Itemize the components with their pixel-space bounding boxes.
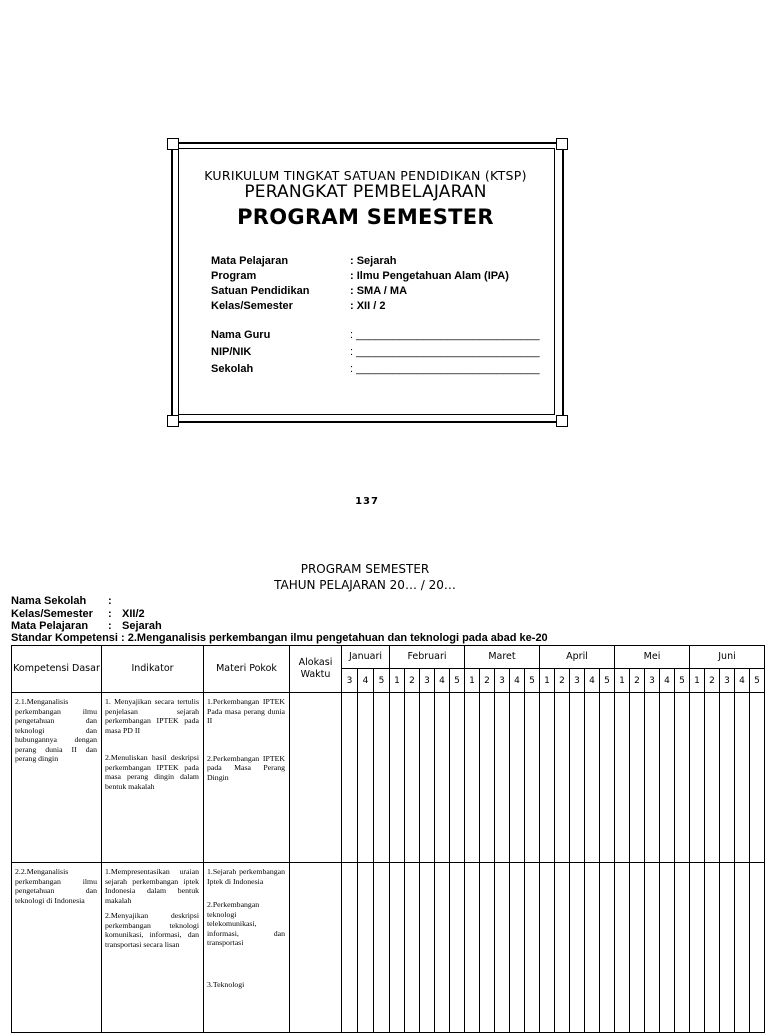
materi-item: 2.Perkembangan teknologi telekomunikasi, informasi, dan transportasi bbox=[207, 900, 285, 947]
week-number: 3 bbox=[420, 669, 435, 693]
alokasi-cell bbox=[290, 863, 342, 1033]
month-header: Januari bbox=[342, 646, 390, 669]
week-number: 1 bbox=[540, 669, 555, 693]
indikator-item: 1.Mempresentasikan uraian sejarah perkembangan iptek Indonesia dalam bentuk makalah bbox=[105, 867, 199, 905]
week-number: 3 bbox=[495, 669, 510, 693]
field-value: : XII / 2 bbox=[350, 300, 386, 312]
week-number: 2 bbox=[705, 669, 720, 693]
materi-item: 2.Perkembangan IPTEK pada Masa Perang Dingin bbox=[207, 753, 285, 782]
kd-cell bbox=[12, 693, 102, 863]
month-header: April bbox=[540, 646, 615, 669]
week-number: 1 bbox=[390, 669, 405, 693]
cover-curriculum-title: KURIKULUM TINGKAT SATUAN PENDIDIKAN (KTSP) bbox=[204, 168, 527, 183]
alokasi-cell bbox=[290, 693, 342, 863]
kd-text: 2.2.Menganalisis perkembangan ilmu pengetahuan dan teknologi di Indonesia bbox=[15, 867, 97, 905]
week-number: 2 bbox=[480, 669, 495, 693]
field-value: : SMA / MA bbox=[350, 285, 408, 297]
week-number: 2 bbox=[630, 669, 645, 693]
week-number: 4 bbox=[660, 669, 675, 693]
info-label: Mata Pelajaran bbox=[11, 620, 89, 632]
frame-corner bbox=[556, 415, 568, 427]
standar-kompetensi: Standar Kompetensi : 2.Menganalisis perkembangan ilmu pengetahuan dan teknologi pada abad ke-20 bbox=[11, 632, 548, 644]
cover-subtitle: PERANGKAT PEMBELAJARAN bbox=[244, 182, 487, 202]
field-label: Program bbox=[211, 270, 257, 282]
materi-item: 1.Sejarah perkembangan Iptek di Indonesia bbox=[207, 867, 285, 886]
week-number: 4 bbox=[735, 669, 750, 693]
field-value: : Sejarah bbox=[350, 255, 397, 267]
week-number: 5 bbox=[675, 669, 690, 693]
week-number: 2 bbox=[555, 669, 570, 693]
week-number: 2 bbox=[405, 669, 420, 693]
info-sep: : bbox=[108, 620, 112, 632]
blank-label: NIP/NIK bbox=[211, 346, 252, 358]
week-number: 1 bbox=[465, 669, 480, 693]
week-number: 4 bbox=[585, 669, 600, 693]
month-header: Maret bbox=[465, 646, 540, 669]
week-number: 4 bbox=[435, 669, 450, 693]
page-number: 137 bbox=[355, 496, 379, 507]
month-header: Mei bbox=[615, 646, 690, 669]
frame-corner bbox=[556, 138, 568, 150]
week-number: 1 bbox=[690, 669, 705, 693]
week-number: 5 bbox=[750, 669, 765, 693]
header-indikator: Indikator bbox=[102, 646, 204, 693]
blank-line: : ______________________________ bbox=[350, 363, 540, 375]
program-year: TAHUN PELAJARAN 20… / 20… bbox=[274, 578, 456, 592]
week-number: 3 bbox=[720, 669, 735, 693]
table-row bbox=[12, 693, 765, 863]
field-label: Satuan Pendidikan bbox=[211, 285, 310, 297]
indikator-item: 1. Menyajikan secara tertulis penjelasan sejarah perkembangan IPTEK pada masa PD II bbox=[105, 697, 199, 735]
materi-item: 1.Perkembangan IPTEK Pada masa perang dunia II bbox=[207, 697, 285, 725]
week-number: 5 bbox=[525, 669, 540, 693]
info-sep: : bbox=[108, 608, 112, 620]
indikator-item: 2.Menuliskan hasil deskripsi perkembangan IPTEK pada masa perang dingin dalam bentuk makalah bbox=[105, 753, 199, 791]
schedule-table bbox=[11, 645, 765, 1033]
kd-cell bbox=[12, 863, 102, 1033]
cover-main-title: PROGRAM SEMESTER bbox=[237, 205, 494, 229]
materi-item: 3.Teknologi bbox=[207, 979, 245, 989]
frame-corner bbox=[167, 415, 179, 427]
indikator-cell bbox=[102, 863, 204, 1033]
week-number: 3 bbox=[570, 669, 585, 693]
blank-line: : ______________________________ bbox=[350, 329, 540, 341]
header-materi-pokok: Materi Pokok bbox=[204, 646, 290, 693]
header-alokasi-waktu: Alokasi Waktu bbox=[290, 646, 342, 693]
week-number: 3 bbox=[645, 669, 660, 693]
month-header: Juni bbox=[690, 646, 765, 669]
info-value: Sejarah bbox=[122, 620, 162, 632]
blank-line: : ______________________________ bbox=[350, 346, 540, 358]
header-kompetensi-dasar: Kompetensi Dasar bbox=[12, 646, 102, 693]
materi-cell bbox=[204, 863, 290, 1033]
program-title: PROGRAM SEMESTER bbox=[300, 562, 430, 576]
materi-cell bbox=[204, 693, 290, 863]
week-number: 4 bbox=[510, 669, 525, 693]
blank-label: Sekolah bbox=[211, 363, 254, 375]
table-row bbox=[12, 863, 765, 1033]
week-number: 5 bbox=[600, 669, 615, 693]
indikator-item: 2.Menyajikan deskripsi perkembangan teknologi komunikasi, informasi, dan transportasi secara lisan bbox=[105, 911, 199, 949]
week-number: 5 bbox=[450, 669, 465, 693]
week-number: 5 bbox=[374, 669, 390, 693]
week-number: 4 bbox=[358, 669, 374, 693]
field-label: Mata Pelajaran bbox=[211, 255, 289, 267]
info-sep: : bbox=[108, 595, 112, 607]
indikator-cell bbox=[102, 693, 204, 863]
blank-label: Nama Guru bbox=[211, 329, 271, 341]
week-number: 3 bbox=[342, 669, 358, 693]
info-value: XII/2 bbox=[122, 608, 145, 620]
field-value: : Ilmu Pengetahuan Alam (IPA) bbox=[350, 270, 509, 282]
info-label: Nama Sekolah bbox=[11, 595, 87, 607]
week-number: 1 bbox=[615, 669, 630, 693]
info-label: Kelas/Semester bbox=[11, 608, 93, 620]
field-label: Kelas/Semester bbox=[211, 300, 293, 312]
kd-text: 2.1.Menganalisis perkembangan ilmu pengetahuan dan teknologi dan hubungannya dengan perang dunia II dan perang dingin bbox=[15, 697, 97, 763]
month-header: Februari bbox=[390, 646, 465, 669]
